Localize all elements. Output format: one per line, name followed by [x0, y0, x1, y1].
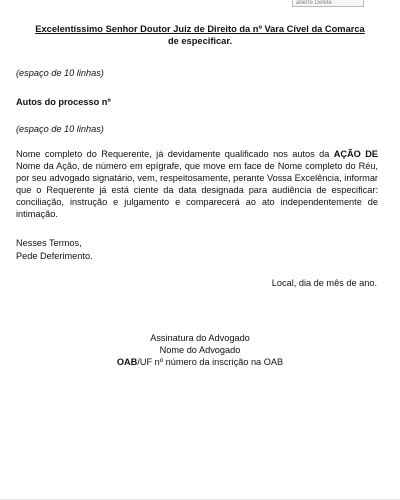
- local-date: Local, dia de mês de ano.: [271, 278, 377, 288]
- document-header: [30, 23, 370, 47]
- corner-tab: aberte Delete: [292, 0, 364, 7]
- process-number-label: Autos do processo nº: [16, 97, 111, 107]
- oab-number: /UF nº número da inscrição na OAB: [137, 356, 284, 367]
- header-line-1: Excelentíssimo Senhor Doutor Juiz de Direito da nº Vara Cível da Comarca: [35, 24, 365, 34]
- oab-label: OAB: [116, 356, 138, 367]
- action-name-bold: AÇÃO DE: [333, 149, 378, 159]
- oab-line: [0, 357, 400, 369]
- signature-line: Assinatura do Advogado: [150, 333, 250, 343]
- spacer-note-1: (espaço de 10 linhas): [16, 68, 104, 78]
- spacer-note-2: (espaço de 10 linhas): [16, 124, 104, 134]
- closing-block: [16, 237, 93, 262]
- header-line-2: de especificar.: [167, 36, 233, 46]
- closing-line-2: Pede Deferimento.: [16, 250, 93, 261]
- signature-block: [0, 333, 400, 368]
- body-part-3: Nome da Ação, de número em epígrafe, que move em face de Nome completo do Réu, por seu advogado signatário, vem, respeitosamente, perante Vossa Excelência, informar que o Requerente já está ciente da data designada para audiência de especificar: conciliação, instrução e julgamento e comparecerá ao ato independentemente de intimação.: [16, 161, 378, 219]
- body-part-1: Nome completo do Requerente, já devidamente qualificado nos autos da: [16, 149, 334, 159]
- lawyer-name: Nome do Advogado: [159, 344, 241, 355]
- closing-line-1: Nesses Termos,: [16, 238, 82, 248]
- petition-body: [16, 148, 378, 220]
